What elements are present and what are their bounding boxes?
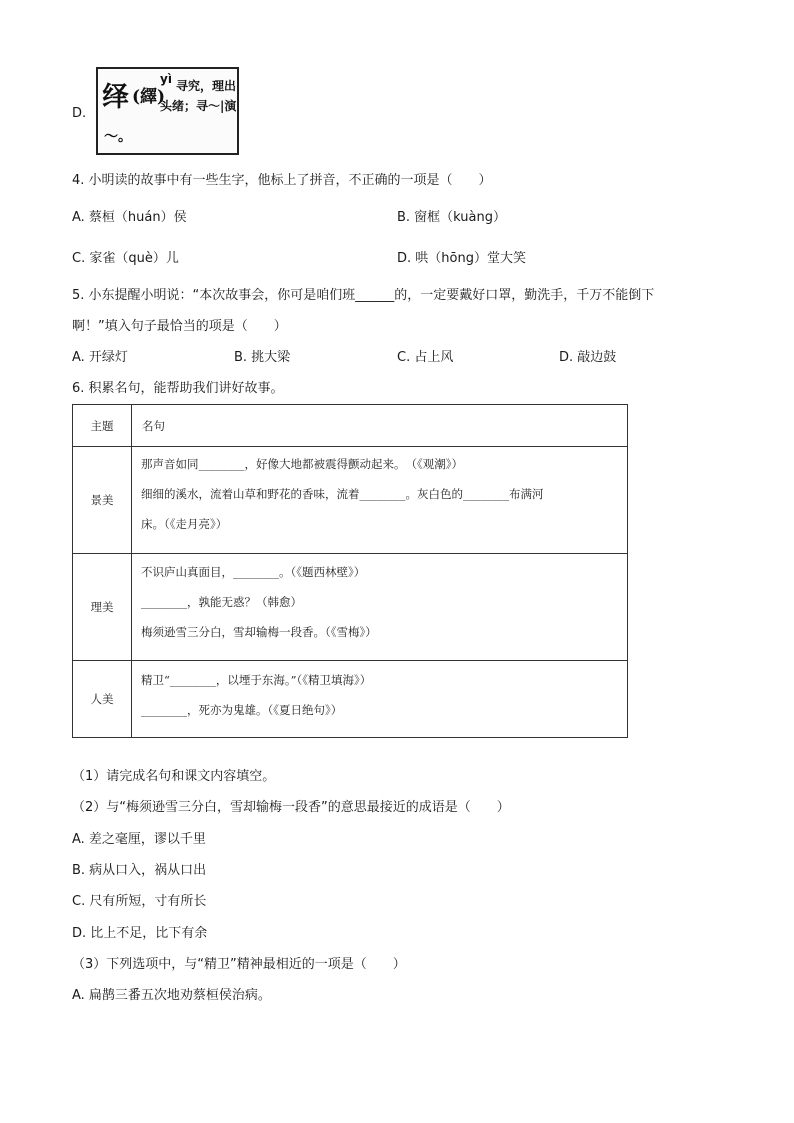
q6-sub2-option-b[interactable]: B. 病从口入，祸从口出: [72, 863, 207, 878]
q6-sub2-option-d[interactable]: D. 比上不足，比下有余: [72, 926, 208, 941]
q5-option-a[interactable]: A. 开绿灯: [72, 350, 128, 365]
q4-option-b[interactable]: B. 窗框（kuàng）: [397, 210, 507, 225]
quote-line: 梅须逊雪三分白，雪却输梅一段香。（《雪梅》）: [141, 625, 377, 639]
q5-option-c[interactable]: C. 占上风: [397, 350, 454, 365]
table-row: [73, 554, 628, 661]
q6-sub2-option-a[interactable]: A. 差之毫厘，谬以千里: [72, 832, 206, 847]
row-theme: 理美: [73, 554, 132, 661]
dict-pinyin: yì: [160, 72, 172, 86]
dict-def-line2: 头绪；寻～|演: [160, 99, 237, 113]
q5-option-d[interactable]: D. 敲边鼓: [559, 350, 617, 365]
quotes-table: [72, 404, 628, 738]
q6-sub3: （3）下列选项中，与“精卫”精神最相近的一项是（ ）: [72, 957, 406, 972]
q5-option-b[interactable]: B. 挑大梁: [234, 350, 291, 365]
q4-option-d[interactable]: D. 哄（hōng）堂大笑: [397, 251, 526, 266]
table-header-theme: 主题: [73, 405, 132, 447]
q6-stem: 6. 积累名句，能帮助我们讲好故事。: [72, 381, 284, 396]
row-quotes: [132, 554, 628, 661]
q6-sub3-option-a[interactable]: A. 扁鹊三番五次地劝蔡桓侯治病。: [72, 988, 271, 1003]
q4-option-c[interactable]: C. 家雀（què）儿: [72, 251, 179, 266]
q5-stem-line1: 5. 小东提醒小明说：“本次故事会，你可是咱们班______的，一定要戴好口罩，勤洗手，千万不能倒下: [72, 288, 655, 303]
dictionary-entry-image: [96, 67, 239, 155]
quote-line[interactable]: 精卫“________，以堙于东海。”（《精卫填海》）: [141, 673, 372, 687]
quote-line[interactable]: 那声音如同________，好像大地都被震得颤动起来。 （《观潮》）: [141, 457, 463, 471]
dict-char: 绎: [102, 82, 129, 113]
row-theme: 景美: [73, 447, 132, 554]
dict-traditional: (繹): [132, 87, 166, 107]
quote-line[interactable]: 不识庐山真面目，________。（《题西林壁》）: [141, 565, 366, 579]
row-theme: 人美: [73, 661, 132, 738]
table-header-row: [73, 405, 628, 447]
quote-line[interactable]: 细细的溪水，流着山草和野花的香味，流着________。灰白色的________布满河: [141, 487, 544, 501]
q6-sub1: （1）请完成名句和课文内容填空。: [72, 769, 276, 784]
q5-stem-line2: 啊！”填入句子最恰当的项是（ ）: [72, 319, 287, 334]
quote-line: 床。（《走月亮》）: [141, 517, 228, 531]
q4-stem: 4. 小明读的故事中有一些生字，他标上了拼音，不正确的一项是（ ）: [72, 173, 492, 188]
dict-def-line1: 寻究，理出: [176, 79, 237, 93]
row-quotes: [132, 447, 628, 554]
q6-sub2: （2）与“梅须逊雪三分白，雪却输梅一段香”的意思最接近的成语是（ ）: [72, 800, 510, 815]
table-row: [73, 447, 628, 554]
quote-line[interactable]: ________，孰能无惑？（韩愈）: [141, 595, 302, 609]
q3-option-d-label: D.: [72, 106, 87, 121]
q4-option-a[interactable]: A. 蔡桓（huán）侯: [72, 210, 187, 225]
table-row: [73, 661, 628, 738]
q6-sub2-option-c[interactable]: C. 尺有所短，寸有所长: [72, 894, 207, 909]
dict-def-line3: ～。: [104, 129, 132, 145]
row-quotes: [132, 661, 628, 738]
table-header-quote: 名句: [132, 405, 628, 447]
quote-line[interactable]: ________，死亦为鬼雄。（《夏日绝句》）: [141, 703, 343, 717]
